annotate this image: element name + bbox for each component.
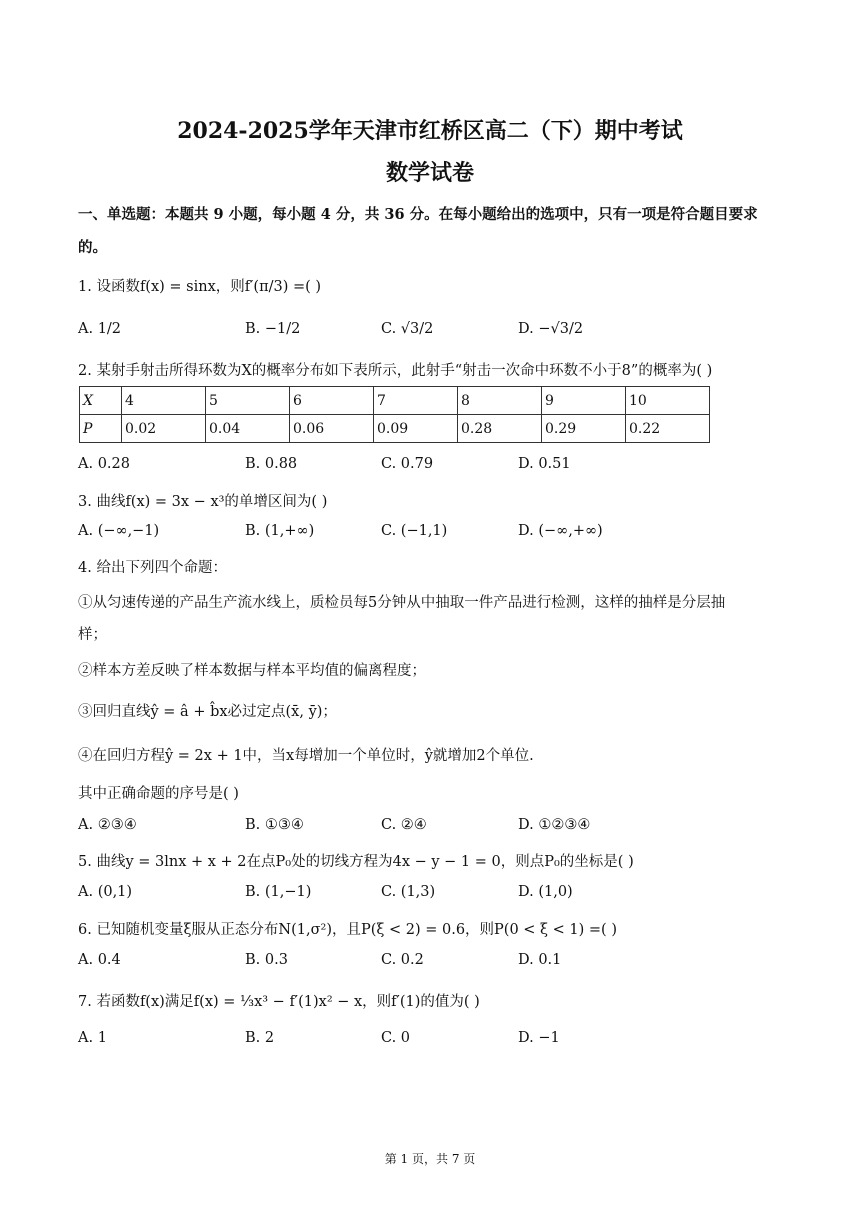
question-6-options [78,952,778,972]
question-4-prompt: 其中正确命题的序号是( ) [78,786,239,802]
table-cell: 0.28 [458,415,542,443]
table-cell: 0.02 [122,415,206,443]
option-d: D. −1 [518,1030,560,1046]
section-instructions-line1: 一、单选题：本题共 9 小题，每小题 4 分，共 36 分。在每小题给出的选项中，只有一项是符合题目要求 [78,206,758,223]
option-d: D. (−∞,+∞) [518,523,603,539]
option-a: A. (0,1) [78,884,133,900]
option-b: B. 2 [245,1030,275,1046]
question-7-options [78,1030,778,1050]
proposition-4: ④在回归方程ŷ = 2x + 1中，当x每增加一个单位时，ŷ就增加2个单位. [78,748,534,764]
probability-table [79,386,710,443]
table-cell: 0.22 [626,415,710,443]
table-cell: 0.09 [374,415,458,443]
table-cell: P [80,415,122,443]
proposition-1: ①从匀速传递的产品生产流水线上，质检员每5分钟从中抽取一件产品进行检测，这样的抽样是分层抽 [78,595,726,611]
table-row-p [80,415,710,443]
option-a: A. ②③④ [78,817,137,833]
question-2-stem: 2. 某射手射击所得环数为X的概率分布如下表所示，此射手“射击一次命中环数不小于8”的概率为( ) [78,363,713,379]
option-c: C. ②④ [381,817,427,833]
exam-title: 2024-2025学年天津市红桥区高二（下）期中考试 [177,118,683,144]
question-7-stem: 7. 若函数f(x)满足f(x) = ⅓x³ − f′(1)x² − x，则f′(1)的值为( ) [78,994,480,1010]
option-a: A. (−∞,−1) [78,523,160,539]
option-c: C. √3/2 [381,321,434,337]
question-2-options [78,456,778,476]
table-cell: 0.29 [542,415,626,443]
question-3-stem: 3. 曲线f(x) = 3x − x³的单增区间为( ) [78,494,328,510]
table-cell: 0.06 [290,415,374,443]
option-d: D. 0.1 [518,952,562,968]
table-cell: 7 [374,387,458,415]
proposition-1-continued: 样； [78,627,107,643]
question-4-options [78,817,778,837]
option-b: B. (1,−1) [245,884,312,900]
question-3-options [78,523,778,543]
option-b: B. 0.88 [245,456,298,472]
option-c: C. (1,3) [381,884,436,900]
option-a: A. 1 [78,1030,107,1046]
question-6-stem: 6. 已知随机变量ξ服从正态分布N(1,σ²)，且P(ξ < 2) = 0.6，则P(0 < ξ < 1) =( ) [78,922,617,938]
question-1-options [78,321,778,341]
table-cell: 0.04 [206,415,290,443]
table-cell: 9 [542,387,626,415]
option-b: B. (1,+∞) [245,523,315,539]
table-cell: 4 [122,387,206,415]
table-cell: 6 [290,387,374,415]
option-d: D. ①②③④ [518,817,591,833]
option-a: A. 0.4 [78,952,121,968]
option-a: A. 1/2 [78,321,122,337]
table-cell: 5 [206,387,290,415]
option-c: C. (−1,1) [381,523,448,539]
question-1-stem: 1. 设函数f(x) = sinx，则f′(π/3) =( ) [78,279,322,295]
section-instructions-line2: 的。 [78,239,107,256]
option-c: C. 0.79 [381,456,434,472]
proposition-2: ②样本方差反映了样本数据与样本平均值的偏离程度； [78,663,426,679]
option-c: C. 0 [381,1030,411,1046]
proposition-3: ③回归直线ŷ = â + b̂x必过定点(x̄, ȳ)； [78,704,337,720]
option-d: D. −√3/2 [518,321,584,337]
option-b: B. ①③④ [245,817,304,833]
question-5-stem: 5. 曲线y = 3lnx + x + 2在点P₀处的切线方程为4x − y − 1 = 0，则点P₀的坐标是( ) [78,854,634,870]
option-a: A. 0.28 [78,456,130,472]
table-cell: X [80,387,122,415]
question-4-stem: 4. 给出下列四个命题： [78,560,227,576]
table-cell: 10 [626,387,710,415]
option-d: D. (1,0) [518,884,573,900]
option-d: D. 0.51 [518,456,571,472]
question-5-options [78,884,778,904]
page-footer: 第 1 页，共 7 页 [384,1152,476,1166]
exam-subtitle: 数学试卷 [385,160,474,186]
table-row-x [80,387,710,415]
option-c: C. 0.2 [381,952,424,968]
table-cell: 8 [458,387,542,415]
option-b: B. −1/2 [245,321,301,337]
option-b: B. 0.3 [245,952,288,968]
